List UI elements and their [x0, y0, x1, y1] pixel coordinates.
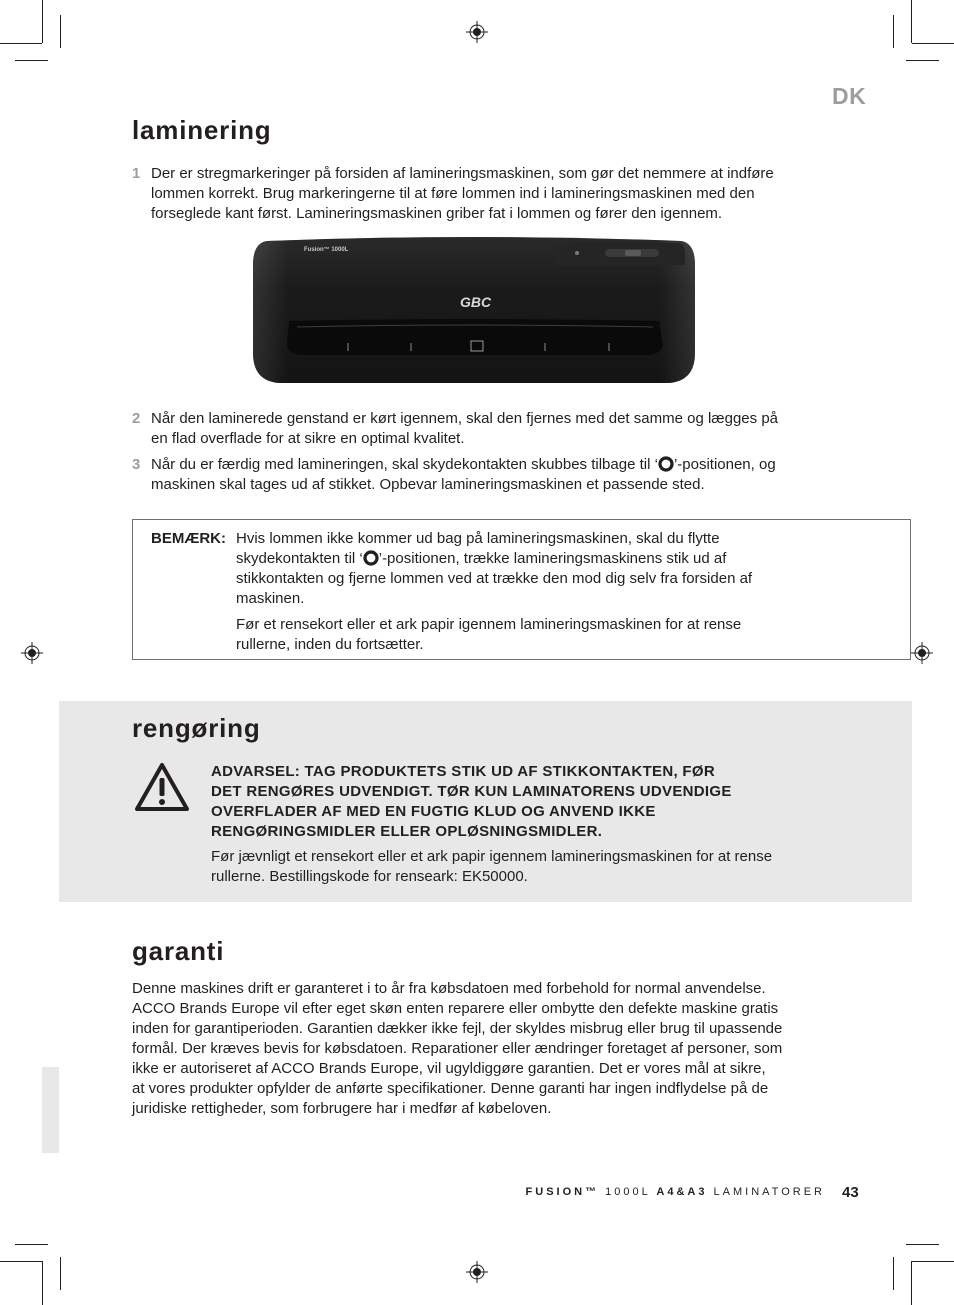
section-heading-rengoring: rengøring [132, 713, 261, 743]
text-line: rullerne. Bestillingskode for renseark: EK50000. [211, 868, 528, 885]
text-line: stikkontakten og fjerne lommen ved at trække den mod dig selv fra forsiden af [236, 570, 753, 587]
crop-mark [893, 15, 894, 48]
footer-product-type: LAMINATORER [713, 1186, 825, 1198]
text-fragment: skydekontakten til ‘ [236, 550, 363, 567]
crop-mark [912, 1261, 954, 1262]
text-line: maskinen skal tages ud af stikket. Opbevar lamineringsmaskinen et passende sted. [151, 476, 705, 493]
crop-mark [60, 1257, 61, 1290]
text-line: maskinen. [236, 590, 305, 607]
laminator-product-image [249, 235, 699, 385]
crop-mark [42, 1261, 43, 1305]
text-line: en flad overflade for at sikre en optimal kvalitet. [151, 430, 465, 447]
step-1-text [151, 164, 851, 224]
text-line [151, 455, 851, 475]
text-line: OVERFLADER AF MED EN FUGTIG KLUD OG ANVEND IKKE [211, 803, 656, 820]
text-line: inden for garantiperioden. Garantien dækker ikke fejl, der skyldes misbrug eller brug til upassende [132, 1020, 783, 1037]
side-tab-marker [42, 1067, 59, 1153]
crop-mark [15, 60, 48, 61]
crop-mark [893, 1257, 894, 1290]
off-position-ring-icon [363, 550, 379, 566]
page-number: 43 [842, 1184, 859, 1201]
footer-product-line [380, 1186, 825, 1198]
step-3-text [151, 455, 851, 495]
crop-mark [42, 0, 43, 43]
step-number: 2 [132, 410, 141, 427]
crop-mark [912, 43, 954, 44]
text-line: ikke er autoriseret af ACCO Brands Europe, vil ugyldiggøre garantien. Det er vores mål at sikre, [132, 1060, 766, 1077]
text-line: ADVARSEL: TAG PRODUKTETS STIK UD AF STIKKONTAKTEN, FØR [211, 763, 715, 780]
note-label: BEMÆRK: [151, 530, 226, 547]
crop-mark [906, 60, 939, 61]
text-line: ACCO Brands Europe vil efter eget skøn enten reparere eller ombytte den defekte maskine gratis [132, 1000, 779, 1017]
off-position-ring-icon [658, 456, 674, 472]
registration-mark-icon [466, 21, 488, 43]
text-line: lommen korrekt. Brug markeringerne til at føre lommen ind i lamineringsmaskinen med den [151, 185, 755, 202]
note-text [236, 529, 886, 655]
warning-triangle-icon [134, 762, 190, 812]
crop-mark [15, 1244, 48, 1245]
step-number: 1 [132, 165, 141, 182]
language-code: DK [832, 83, 867, 109]
crop-mark [0, 1261, 42, 1262]
brand-logo: GBC [460, 294, 492, 310]
text-line: at vores produkter opfylder de anførte specifikationer. Denne garanti har ingen indflydelse på de [132, 1080, 769, 1097]
text-line: Hvis lommen ikke kommer ud bag på lamineringsmaskinen, skal du flytte [236, 530, 720, 547]
crop-mark [60, 15, 61, 48]
text-line [236, 549, 886, 569]
text-fragment: ’-positionen, og [673, 456, 776, 473]
text-line: Når den laminerede genstand er kørt igennem, skal den fjernes med det samme og lægges på [151, 410, 779, 427]
crop-mark [906, 1244, 939, 1245]
text-line: Før et rensekort eller et ark papir igennem lamineringsmaskinen for at rense [236, 616, 742, 633]
warranty-text [132, 979, 832, 1119]
text-line: formål. Der kræves bevis for købsdatoen. Reparationer eller ændringer foretaget af personer, som [132, 1040, 783, 1057]
text-line: Denne maskines drift er garanteret i to år fra købsdatoen med forbehold for normal anvendelse. [132, 980, 766, 997]
crop-mark [911, 1261, 912, 1305]
footer-model: 1000L [605, 1186, 651, 1198]
crop-mark [911, 0, 912, 43]
step-number: 3 [132, 456, 141, 473]
footer-brand: FUSION™ [525, 1186, 600, 1198]
text-line: Før jævnligt et rensekort eller et ark papir igennem lamineringsmaskinen for at rense [211, 848, 773, 865]
text-line: juridiske rettigheder, som forbrugere har i medfør af købeloven. [132, 1100, 552, 1117]
step-2-text [151, 409, 851, 449]
section-heading-garanti: garanti [132, 936, 225, 966]
cleaning-instructions [211, 847, 831, 887]
cleaning-warning [211, 762, 831, 842]
registration-mark-icon [466, 1261, 488, 1283]
registration-mark-icon [911, 642, 933, 664]
text-fragment: ’-positionen, trække lamineringsmaskinens stik ud af [378, 550, 727, 567]
text-line: Der er stregmarkeringer på forsiden af lamineringsmaskinen, som gør det nemmere at indføre [151, 165, 774, 182]
model-label: Fusion™ 1000L [304, 247, 349, 253]
text-line: DET RENGØRES UDVENDIGT. TØR KUN LAMINATORENS UDVENDIGE [211, 783, 732, 800]
text-line: RENGØRINGSMIDLER ELLER OPLØSNINGSMIDLER. [211, 823, 603, 840]
registration-mark-icon [21, 642, 43, 664]
footer-sizes: A4&A3 [656, 1186, 708, 1198]
text-line: forseglede kant først. Lamineringsmaskinen griber fat i lommen og fører den igennem. [151, 205, 723, 222]
crop-mark [0, 43, 42, 44]
section-heading-laminering: laminering [132, 115, 272, 145]
text-line: rullerne, inden du fortsætter. [236, 636, 424, 653]
text-fragment: Når du er færdig med lamineringen, skal skydekontakten skubbes tilbage til ‘ [151, 456, 658, 473]
